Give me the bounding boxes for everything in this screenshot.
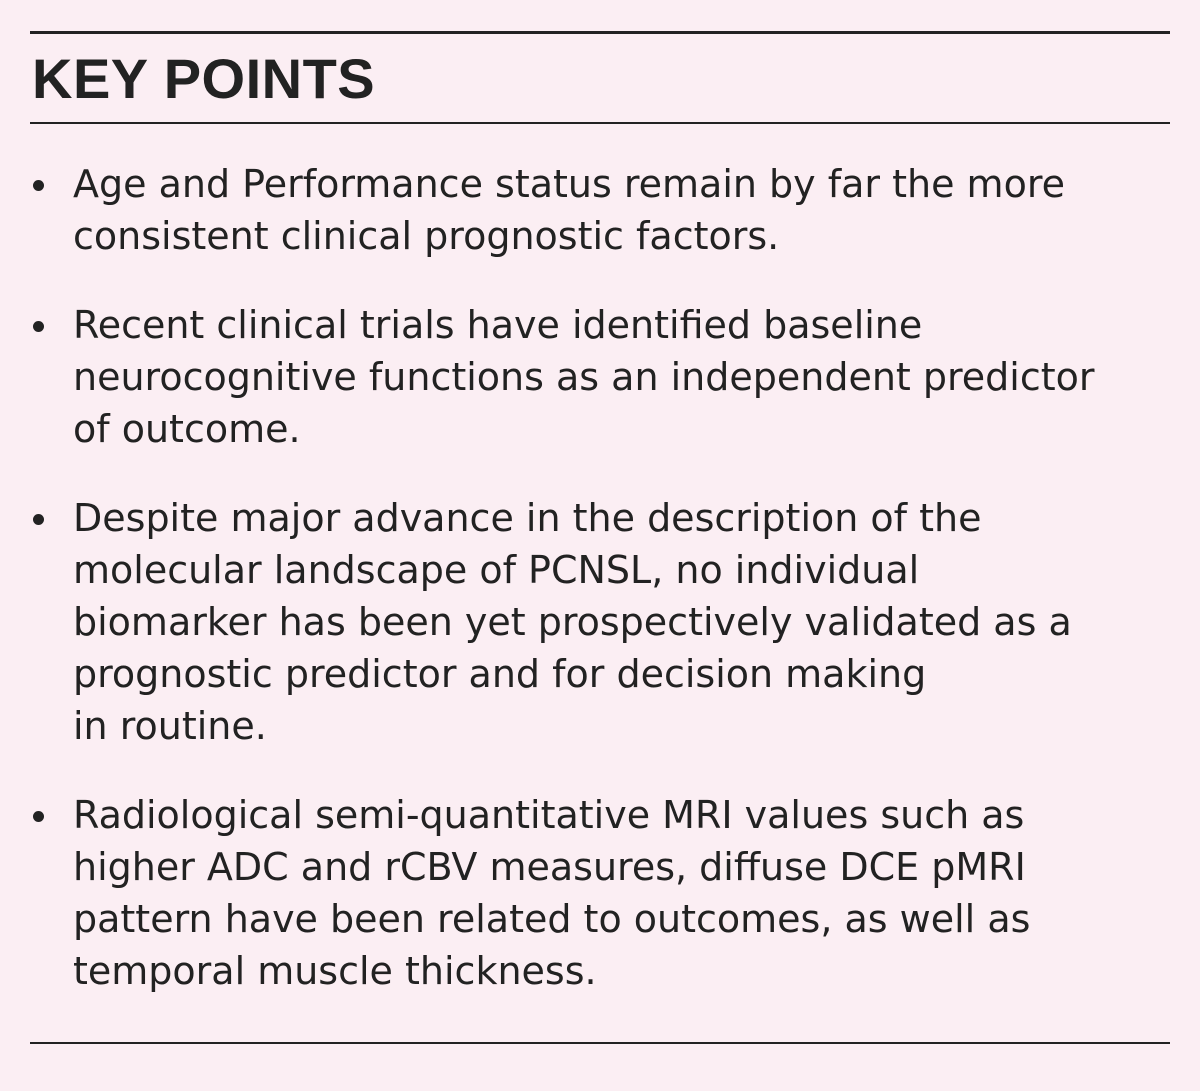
key-point-line: Radiological semi-quantitative MRI values such as <box>73 793 1025 837</box>
key-point-line: Age and Performance status remain by far the more <box>73 162 1065 206</box>
bottom-rule <box>30 1042 1170 1044</box>
key-point-line: prognostic predictor and for decision making <box>73 652 927 696</box>
key-point-line: biomarker has been yet prospectively validated as a <box>73 600 1072 644</box>
key-point-line: of outcome. <box>73 407 301 451</box>
bullet-icon <box>33 180 44 191</box>
top-rule <box>30 31 1170 34</box>
key-point-line: neurocognitive functions as an independent predictor <box>73 355 1095 399</box>
key-point-line: pattern have been related to outcomes, as well as <box>73 897 1031 941</box>
key-points-list <box>30 158 1150 997</box>
key-point-line: temporal muscle thickness. <box>73 949 597 993</box>
key-point-1 <box>30 158 1150 262</box>
key-points-box <box>30 0 1170 1091</box>
key-point-4 <box>30 789 1150 997</box>
key-point-2 <box>30 299 1150 455</box>
key-point-line: Despite major advance in the description of the <box>73 496 982 540</box>
key-point-line: higher ADC and rCBV measures, diffuse DCE pMRI <box>73 845 1026 889</box>
key-point-line: in routine. <box>73 704 267 748</box>
bullet-icon <box>33 514 44 525</box>
key-point-line: consistent clinical prognostic factors. <box>73 214 780 258</box>
bullet-icon <box>33 811 44 822</box>
key-points-title: KEY POINTS <box>32 47 376 110</box>
bullet-icon <box>33 321 44 332</box>
title-rule <box>30 122 1170 124</box>
key-point-line: Recent clinical trials have identified baseline <box>73 303 923 347</box>
key-point-3 <box>30 492 1150 752</box>
key-point-line: molecular landscape of PCNSL, no individual <box>73 548 920 592</box>
